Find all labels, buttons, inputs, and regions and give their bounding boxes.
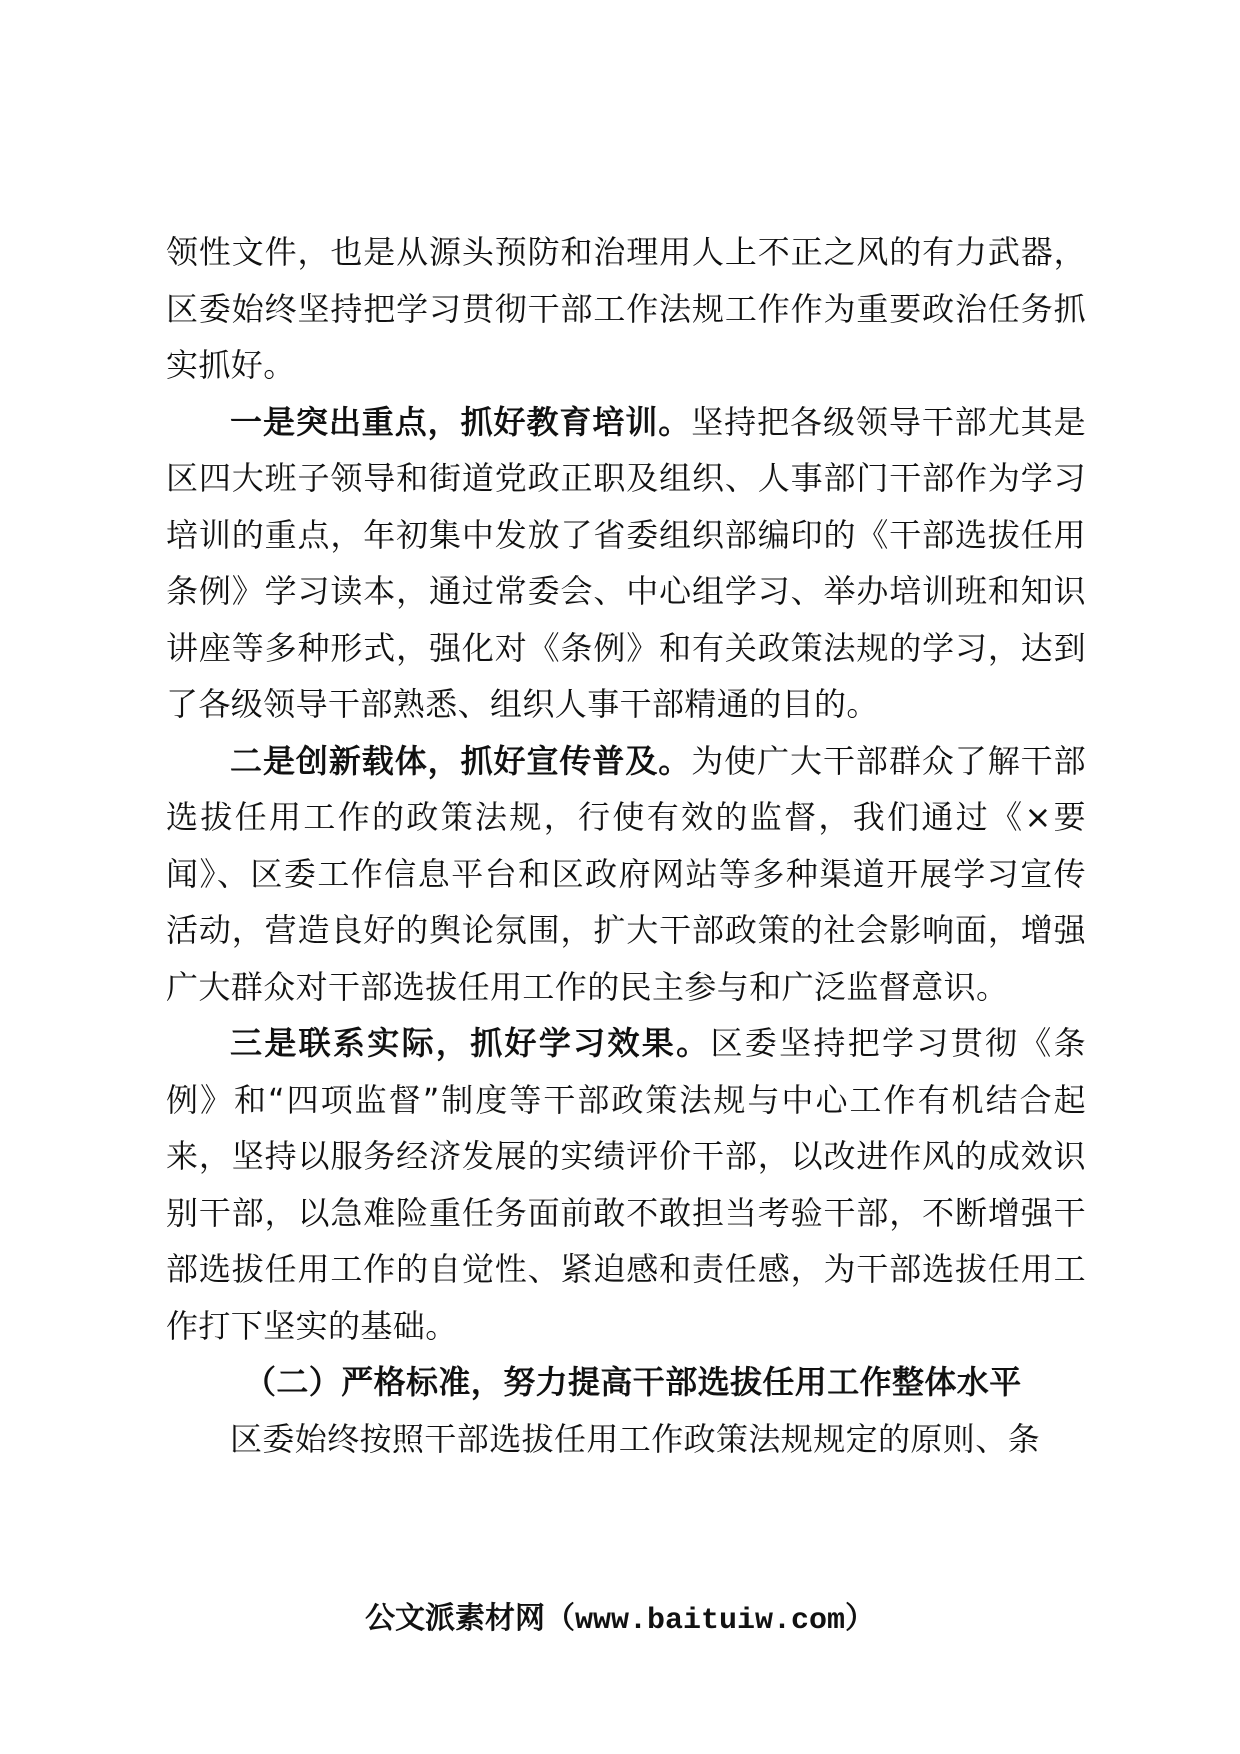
paragraph xyxy=(166,733,1086,1016)
paragraph-text: 领性文件，也是从源头预防和治理用人上不正之风的有力武器，区委始终坚持把学习贯彻干部工作法规工作作为重要政治任务抓实抓好。 xyxy=(166,233,1086,384)
document-body xyxy=(166,224,1086,1467)
paragraph-text: 坚持把各级领导干部尤其是区四大班子领导和街道党政正职及组织、人事部门干部作为学习培训的重点，年初集中发放了省委组织部编印的《干部选拔任用条例》学习读本，通过常委会、中心组学习、举办培训班和知识讲座等多种形式，强化对《条例》和有关政策法规的学习，达到了各级领导干部熟悉、组织人事干部精通的目的。 xyxy=(166,402,1086,723)
footer-prefix: 公文派素材网（ xyxy=(364,1601,575,1636)
paragraph-lead: 一是突出重点，抓好教育培训。 xyxy=(230,402,692,441)
footer-site: www.baituiw.com xyxy=(574,1604,846,1638)
footer-suffix: ） xyxy=(845,1601,876,1636)
paragraph xyxy=(166,224,1086,394)
section-heading: （二）严格标准，努力提高干部选拔任用工作整体水平 xyxy=(244,1363,1022,1401)
paragraph xyxy=(166,394,1086,733)
paragraph-lead: 三是联系实际，抓好学习效果。 xyxy=(230,1024,711,1062)
paragraph-text: 区委坚持把学习贯彻《条例》和“四项监督”制度等干部政策法规与中心工作有机结合起来，坚持以服务经济发展的实绩评价干部，以改进作风的成效识别干部，以急难险重任务面前敢不敢担当考验干部，不断增强干部选拔任用工作的自觉性、紧迫感和责任感，为干部选拔任用工作打下坚实的基础。 xyxy=(166,1024,1086,1345)
paragraph-text: 区委始终按照干部选拔任用工作政策法规规定的原则、条 xyxy=(230,1419,1041,1458)
paragraph xyxy=(166,1015,1086,1354)
page-footer xyxy=(0,1599,1240,1641)
paragraph xyxy=(166,1411,1086,1468)
paragraph-text: 为使广大干部群众了解干部选拔任用工作的政策法规，行使有效的监督，我们通过《×要闻》、区委工作信息平台和区政府网站等多种渠道开展学习宣传活动，营造良好的舆论氛围，扩大干部政策的社会影响面，增强广大群众对干部选拔任用工作的民主参与和广泛监督意识。 xyxy=(166,741,1086,1006)
paragraph-lead: 二是创新载体，抓好宣传普及。 xyxy=(230,741,692,780)
